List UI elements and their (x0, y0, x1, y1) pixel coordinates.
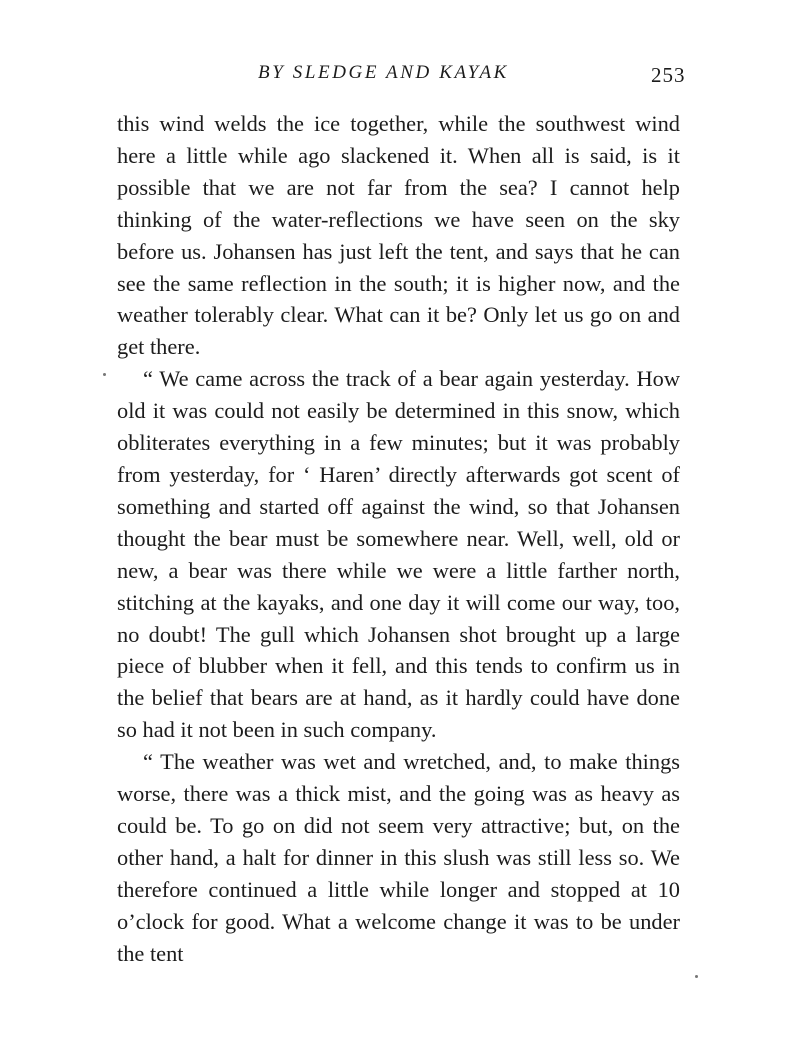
paragraph-weather: “ The weather was wet and wretched, and, to make things worse, there was a thick mist, and the going was as heavy as could be. To go on did not seem very attractive; but, on the other hand, a halt for dinner in this slush was still less so. We therefore continued a little while longer and stopped at 10 o’clock for good. What a welcome change it was to be under the tent (117, 749, 680, 966)
margin-speck (695, 975, 698, 978)
margin-speck (103, 373, 106, 376)
body-text (117, 108, 680, 969)
running-title: BY SLEDGE AND KAYAK (258, 62, 509, 83)
paragraph-bear-track: “ We came across the track of a bear again yesterday. How old it was could not easily be determined in this snow, which obliterates everything in a few minutes; but it was probably from yesterday, for ‘ Haren’ directly afterwards got scent of something and started off against the wind, so that Johansen thought the bear must be somewhere near. Well, well, old or new, a bear was there while we were a little farther north, stitching at the kayaks, and one day it will come our way, too, no doubt! The gull which Johansen shot brought up a large piece of blubber when it fell, and this tends to confirm us in the belief that bears are at hand, as it hardly could have done so had it not been in such company. (117, 366, 680, 743)
page-number: 253 (651, 63, 686, 87)
running-head (0, 58, 800, 88)
paragraph-continued: this wind welds the ice together, while the southwest wind here a little while ago slackened it. When all is said, is it possible that we are not far from the sea? I cannot help thinking of the water-reflections we have seen on the sky before us. Johansen has just left the tent, and says that he can see the same reflection in the south; it is higher now, and the weather tolerably clear. What can it be? Only let us go on and get there. (117, 111, 680, 360)
